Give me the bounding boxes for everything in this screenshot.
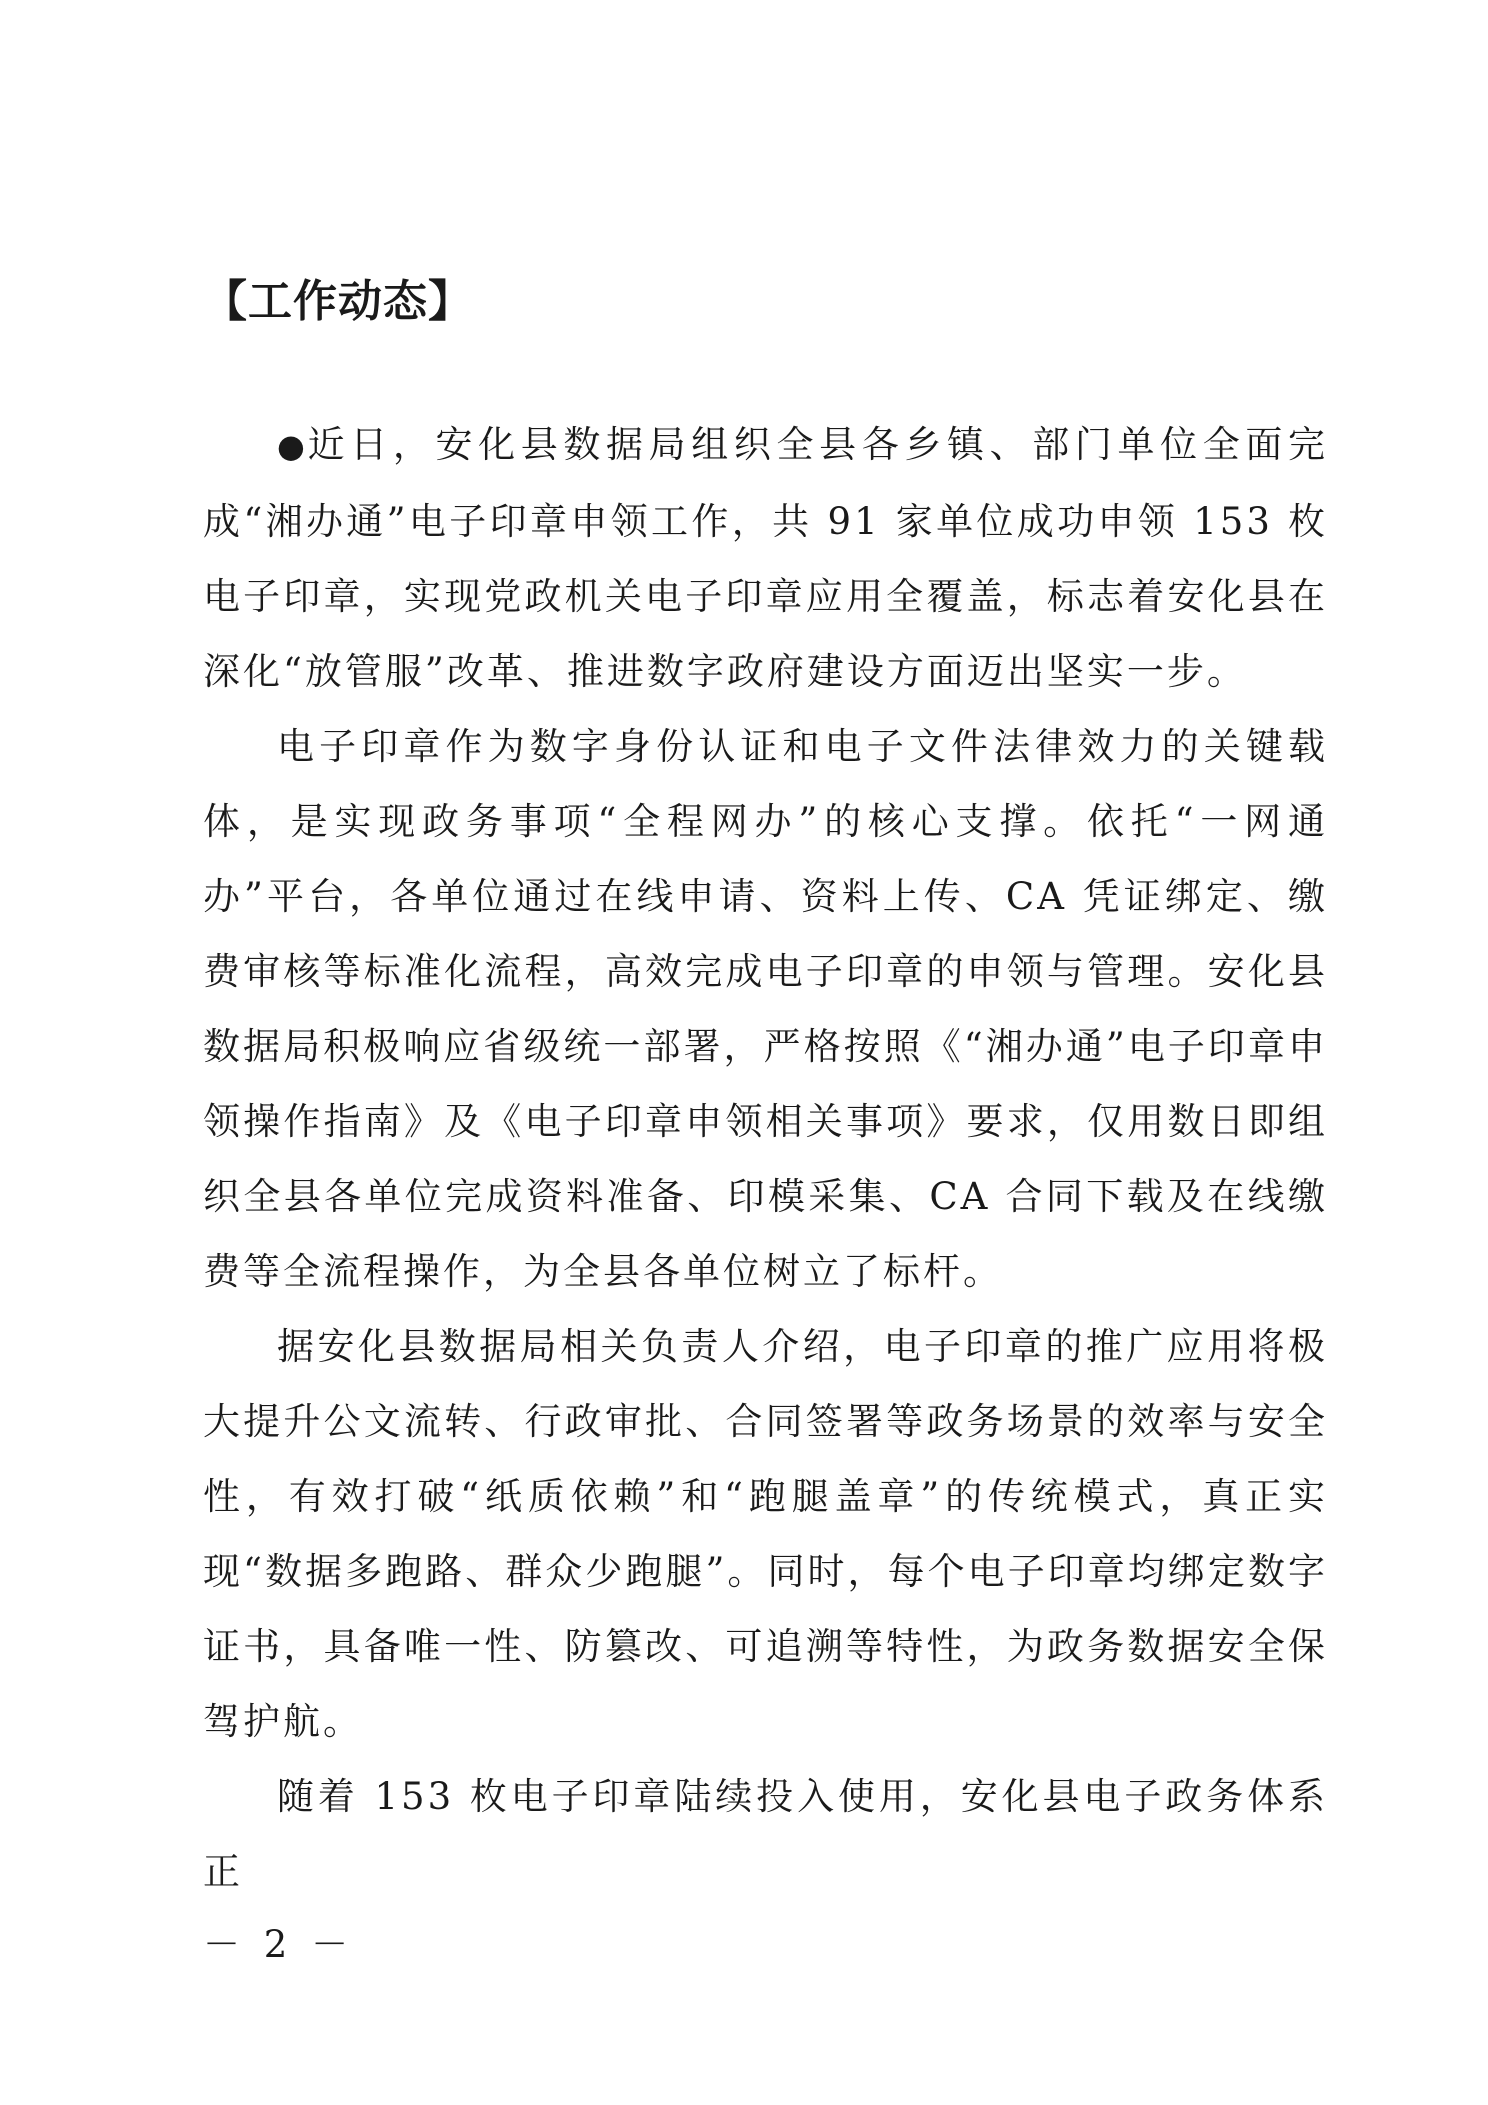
paragraph-2: 电子印章作为数字身份认证和电子文件法律效力的关键载体，是实现政务事项“全程网办”的核心支撑。依托“一网通办”平台，各单位通过在线申请、资料上传、CA 凭证绑定、缴费审核等标准化流程，高效完成电子印章的申领与管理。安化县数据局积极响应省级统一部署，严格按照《“湘办通”电子印章申领操作指南》及《电子印章申领相关事项》要求，仅用数日即组织全县各单位完成资料准备、印模采集、CA 合同下载及在线缴费等全流程操作，为全县各单位树立了标杆。 xyxy=(203,725,1328,1293)
paragraph-4: 随着 153 枚电子印章陆续投入使用，安化县电子政务体系正 xyxy=(203,1775,1328,1893)
article-body xyxy=(203,407,1328,1909)
bullet-icon: ● xyxy=(277,427,308,465)
paragraph-3: 据安化县数据局相关负责人介绍，电子印章的推广应用将极大提升公文流转、行政审批、合同签署等政务场景的效率与安全性，有效打破“纸质依赖”和“跑腿盖章”的传统模式，真正实现“数据多跑路、群众少跑腿”。同时，每个电子印章均绑定数字证书，具备唯一性、防篡改、可追溯等特性，为政务数据安全保驾护航。 xyxy=(203,1325,1328,1743)
paragraph-1-text: 近日，安化县数据局组织全县各乡镇、部门单位全面完成“湘办通”电子印章申领工作，共 91 家单位成功申领 153 枚电子印章，实现党政机关电子印章应用全覆盖，标志着安化县在深化“放管服”改革、推进数字政府建设方面迈出坚实一步。 xyxy=(203,423,1329,693)
section-title: 【工作动态】 xyxy=(203,276,473,327)
page-number: － 2 － xyxy=(203,1923,355,1966)
paragraph-1 xyxy=(203,407,1328,709)
